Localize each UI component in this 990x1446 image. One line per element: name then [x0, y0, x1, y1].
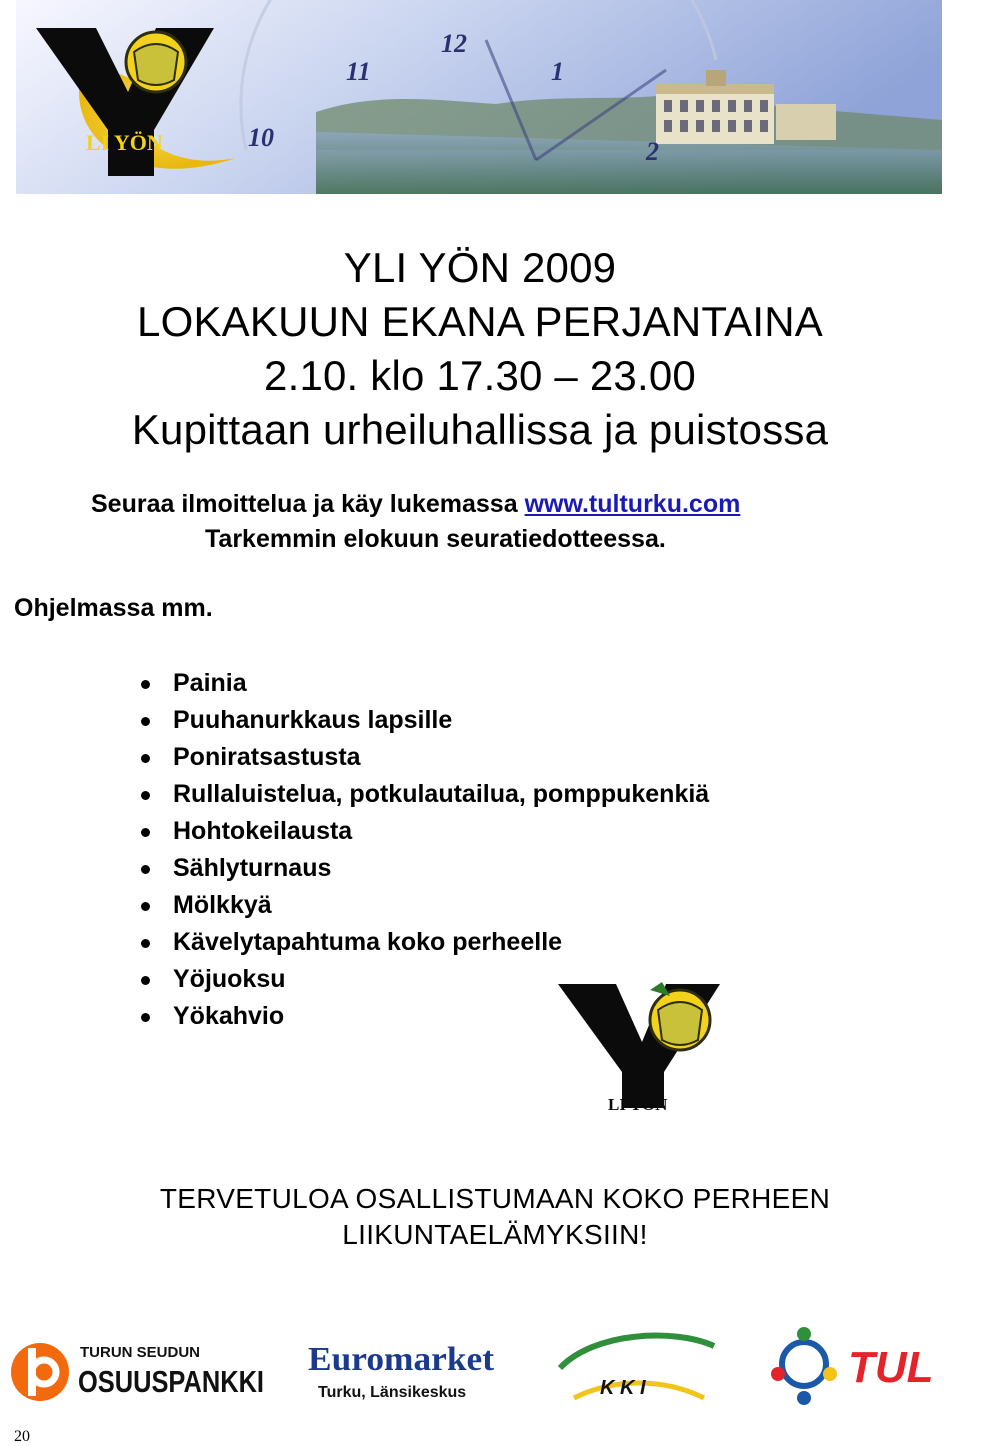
website-link[interactable]: www.tulturku.com	[524, 490, 741, 518]
kki-logo	[554, 1328, 718, 1412]
bullet-icon	[141, 1013, 150, 1022]
bullet-icon	[141, 865, 150, 874]
list-item-text: Puuhanurkkaus lapsille	[173, 706, 453, 734]
list-item-text: Painia	[173, 669, 247, 697]
list-item	[136, 776, 709, 813]
clock-number: 2	[646, 137, 659, 166]
follow-info	[91, 489, 740, 519]
osuuspankki-logo	[10, 1334, 268, 1410]
bullet-icon	[141, 791, 150, 800]
list-item-text: Mölkkyä	[173, 891, 272, 919]
bullet-icon	[141, 939, 150, 948]
small-logo-text: LI YÖN	[608, 1095, 668, 1114]
bullet-icon	[141, 717, 150, 726]
bullet-icon	[141, 680, 150, 689]
event-title: YLI YÖN 2009	[343, 244, 617, 291]
tul-figures-icon	[771, 1327, 837, 1405]
bullet-icon	[141, 976, 150, 985]
bullet-icon	[141, 902, 150, 911]
op-emblem-icon	[11, 1343, 69, 1401]
list-item-text: Hohtokeilausta	[173, 817, 353, 845]
tul-logo	[764, 1322, 954, 1408]
kki-name: K K I	[600, 1377, 646, 1399]
list-item-text: Yöjuoksu	[173, 965, 286, 993]
list-item-text: Poniratsastusta	[173, 743, 361, 771]
banner-illustration	[16, 0, 942, 194]
clock-number: 1	[551, 57, 564, 86]
list-item	[136, 813, 709, 850]
clock-number: 11	[346, 57, 371, 86]
welcome-line-1: TERVETULOA OSALLISTUMAAN KOKO PERHEEN	[159, 1183, 831, 1214]
list-item	[136, 924, 709, 961]
bullet-icon	[141, 754, 150, 763]
list-item	[136, 887, 709, 924]
osuuspankki-line1: TURUN SEUDUN	[80, 1344, 200, 1361]
list-item	[136, 739, 709, 776]
euromarket-logo	[306, 1334, 498, 1406]
bullet-icon	[141, 828, 150, 837]
event-location: Kupittaan urheiluhallissa ja puistossa	[131, 406, 829, 453]
page-number: 20	[14, 1428, 30, 1445]
list-item	[136, 850, 709, 887]
tul-name: TUL	[848, 1343, 934, 1392]
list-item	[136, 702, 709, 739]
list-item-text: Sählyturnaus	[173, 854, 332, 882]
clock-number: 10	[248, 123, 274, 152]
welcome-line-2: LIIKUNTAELÄMYKSIIN!	[342, 1219, 648, 1250]
header-banner	[16, 0, 942, 194]
logo-text: LI YÖN	[86, 130, 163, 155]
euromarket-name: Euromarket	[308, 1341, 495, 1378]
list-item-text: Kävelytapahtuma koko perheelle	[173, 928, 563, 956]
event-time: 2.10. klo 17.30 – 23.00	[264, 352, 696, 399]
kki-swoosh-icon	[560, 1336, 714, 1368]
euromarket-location: Turku, Länsikeskus	[318, 1384, 467, 1401]
detail-info: Tarkemmin elokuun seuratiedotteessa.	[205, 525, 666, 553]
clock-number: 12	[441, 29, 467, 58]
list-item-text: Yökahvio	[173, 1002, 285, 1030]
list-item-text: Rullaluistelua, potkulautailua, pomppukenkiä	[173, 780, 710, 808]
event-date-heading: LOKAKUUN EKANA PERJANTAINA	[137, 298, 823, 345]
yli-yon-small-logo	[530, 962, 752, 1130]
follow-text: Seuraa ilmoittelua ja käy lukemassa	[91, 490, 518, 518]
osuuspankki-line2: OSUUSPANKKI	[78, 1364, 264, 1399]
program-heading: Ohjelmassa mm.	[14, 594, 213, 622]
list-item	[136, 665, 709, 702]
